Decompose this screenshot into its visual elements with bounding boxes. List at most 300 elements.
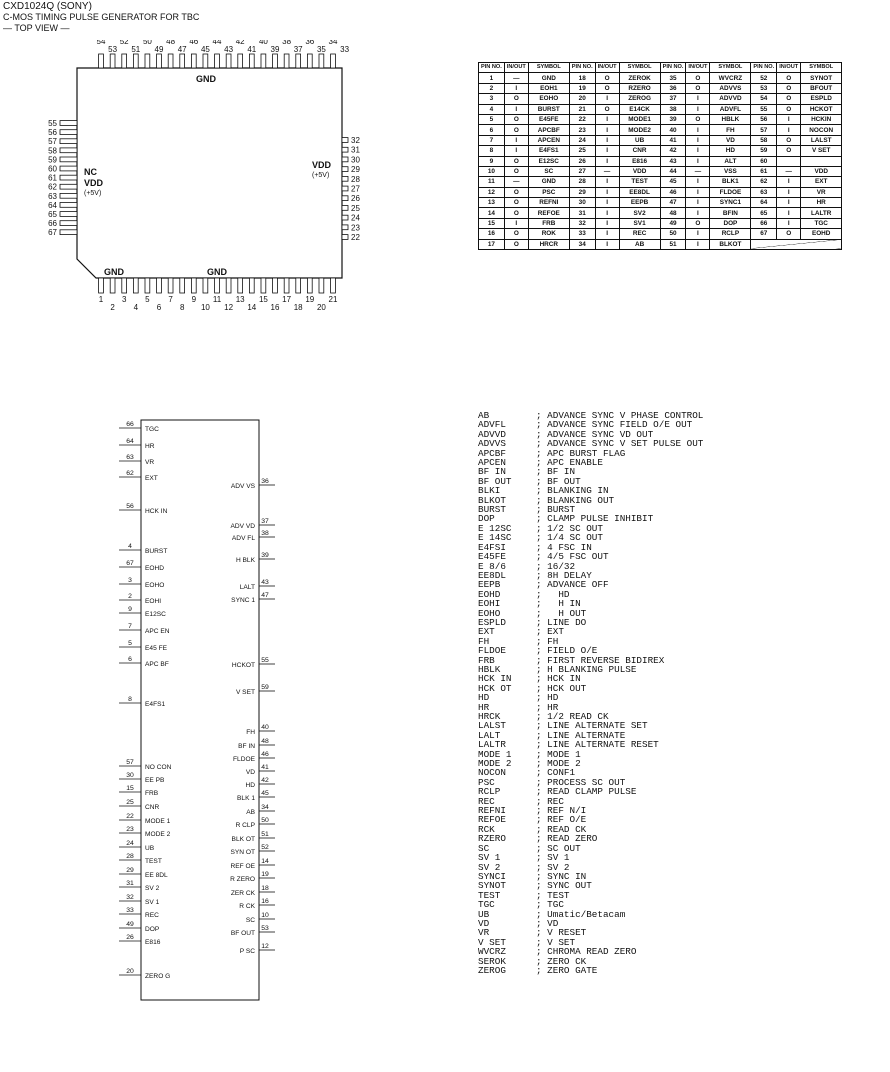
block-left-pin-label: APC EN: [145, 628, 170, 635]
top-pin-number: 39: [270, 45, 280, 54]
glossary-symbol: V SET: [478, 936, 506, 948]
chip-subtitle: C-MOS TIMING PULSE GENERATOR FOR TBC: [3, 12, 200, 22]
block-left-pin-number: 20: [126, 968, 134, 975]
pin-table-cell: 66: [751, 218, 777, 228]
pin-table-cell: REFNI: [528, 198, 569, 208]
glossary-symbol: REFOE: [478, 814, 506, 826]
block-left-pin-number: 28: [126, 853, 134, 860]
block-left-pin-number: 66: [126, 421, 134, 428]
glossary-symbol: VD: [478, 917, 490, 929]
glossary-description: READ CK: [547, 823, 587, 835]
block-right-pin-label: BF OUT: [230, 930, 255, 937]
pin-table-cell: I: [595, 135, 619, 145]
left-pin-number: 66: [48, 219, 57, 229]
glossary-description: BLANKING OUT: [547, 494, 615, 506]
block-right-pin-number: 55: [261, 657, 269, 664]
top-pin-number: 51: [131, 45, 141, 54]
block-right-pin-label: H BLK: [235, 557, 255, 564]
glossary-separator: ;: [536, 588, 548, 600]
glossary-description: ADVANCE SYNC V SET PULSE OUT: [547, 438, 704, 450]
pin-table-cell: 7: [479, 135, 505, 145]
block-right-pin-label: SYN OT: [230, 849, 255, 856]
pin-table-cell: E4FS1: [528, 146, 569, 156]
block-left-pin-label: MODE 1: [145, 818, 171, 825]
pin-table-cell: 60: [751, 156, 777, 166]
pin-table-cell: BFOUT: [801, 83, 842, 93]
glossary-row: [478, 919, 703, 928]
pin-table-cell: FH: [710, 125, 751, 135]
pin-table-header-cell: IN/OUT: [504, 63, 528, 73]
pin-table-cell: VDD: [801, 166, 842, 176]
block-right-pin-label: FLDOE: [233, 756, 255, 763]
block-right-pin-number: 42: [261, 777, 269, 784]
left-pin-number: 67: [48, 228, 57, 238]
glossary-description: SYNC IN: [547, 870, 587, 882]
bottom-pin-number: 13: [235, 295, 245, 304]
glossary-separator: ;: [536, 814, 548, 826]
pin-table-cell: BLKOT: [710, 239, 751, 249]
pin-table-cell: BURST: [528, 104, 569, 114]
pin-table-cell: 52: [751, 73, 777, 83]
pin-table-row: [479, 94, 842, 104]
pin-table-cell: BFIN: [710, 208, 751, 218]
pin-table-header-cell: PIN NO.: [751, 63, 777, 73]
pin-table-header-cell: IN/OUT: [686, 63, 710, 73]
pin-table-cell: PSC: [528, 187, 569, 197]
right-pin-numbers: [0, 40, 390, 310]
bottom-pin-number: 6: [156, 303, 162, 310]
pin-table-cell: O: [686, 83, 710, 93]
glossary-separator: ;: [536, 748, 548, 760]
pin-table-cell: GND: [528, 73, 569, 83]
glossary-row: [478, 665, 703, 674]
block-left-pin-label: UB: [145, 845, 155, 852]
pin-table-cell: 33: [569, 229, 595, 239]
pin-table-cell: MODE1: [619, 114, 660, 124]
pin-table-empty-cell: [751, 239, 842, 249]
pin-table-cell: UB: [619, 135, 660, 145]
pin-table-header-cell: IN/OUT: [777, 63, 801, 73]
block-left-pin-number: 57: [126, 759, 134, 766]
vdd-left-note: (+5V): [84, 190, 102, 197]
pin-table-cell: I: [777, 208, 801, 218]
glossary-symbol: FLDOE: [478, 645, 506, 657]
block-right-pin-label: ADV FL: [231, 535, 255, 542]
block-left-pin-label: HR: [145, 443, 155, 450]
glossary-separator: ;: [536, 711, 548, 722]
glossary-separator: ;: [536, 447, 548, 459]
glossary-symbol: EOHO: [478, 607, 501, 619]
block-right-pin-number: 46: [261, 751, 269, 758]
glossary-separator: ;: [536, 899, 548, 911]
glossary-separator: ;: [536, 475, 548, 487]
glossary-symbol: E 12SC: [478, 522, 512, 534]
pin-table-cell: O: [504, 156, 528, 166]
pin-table-row: [479, 198, 842, 208]
pin-table-header-cell: IN/OUT: [595, 63, 619, 73]
block-left-pin-number: 67: [126, 560, 134, 567]
glossary-separator: ;: [536, 560, 548, 572]
glossary-row: [478, 458, 703, 467]
glossary-symbol: HR: [478, 701, 490, 713]
glossary-description: BF IN: [547, 466, 576, 478]
glossary-symbol: WVCRZ: [478, 946, 506, 958]
pin-table-cell: SYNC1: [710, 198, 751, 208]
top-view-label: — TOP VIEW —: [3, 23, 70, 33]
chip-title: CXD1024Q (SONY): [3, 1, 92, 12]
glossary-symbol: LALT: [478, 729, 501, 741]
glossary-description: H IN: [547, 598, 581, 610]
pin-table-cell: SV2: [619, 208, 660, 218]
glossary-symbol: FH: [478, 635, 490, 647]
pin-table-cell: VDD: [619, 166, 660, 176]
glossary-description: 1/2 READ CK: [547, 711, 609, 722]
glossary-symbol: AB: [478, 410, 490, 421]
pin-table-cell: ESPLD: [801, 94, 842, 104]
pin-table-cell: HBLK: [710, 114, 751, 124]
pin-table-cell: I: [777, 187, 801, 197]
glossary-row: [478, 496, 703, 505]
block-left-pin-label: EOHI: [145, 598, 162, 605]
pin-table-cell: EE8DL: [619, 187, 660, 197]
pin-table: [478, 62, 842, 250]
top-pin-number: 43: [224, 45, 234, 54]
glossary-separator: ;: [536, 795, 548, 807]
bottom-pin-number: 5: [145, 295, 150, 304]
top-pin-number: 46: [189, 40, 199, 46]
glossary-separator: ;: [536, 626, 548, 638]
glossary-symbol: DOP: [478, 513, 495, 525]
block-right-pin-number: 39: [261, 552, 269, 559]
block-left-pin-number: 9: [128, 606, 132, 613]
block-right-pin-label: BF IN: [238, 743, 255, 750]
block-right-pin-number: 18: [261, 885, 269, 892]
block-right-pin-label: V SET: [235, 689, 255, 696]
block-right-pin-number: 48: [261, 738, 269, 745]
glossary-description: REF N/I: [547, 805, 587, 817]
pin-table-cell: I: [777, 177, 801, 187]
pin-table-cell: I: [595, 146, 619, 156]
pin-table-cell: I: [777, 218, 801, 228]
glossary-description: V RESET: [547, 927, 587, 939]
glossary-separator: ;: [536, 786, 548, 798]
block-left-pin-number: 62: [126, 470, 134, 477]
pin-table-cell: I: [686, 208, 710, 218]
pin-table-cell: I: [686, 177, 710, 187]
block-left-pin-label: E4FS1: [145, 701, 166, 708]
pin-table-cell: 16: [479, 229, 505, 239]
gnd-bottom-mid-label: GND: [207, 267, 227, 277]
block-left-pin-number: 5: [128, 640, 132, 647]
glossary-description: LINE ALTERNATE: [547, 729, 626, 741]
glossary-separator: ;: [536, 616, 548, 628]
block-right-pin-label: ADV VS: [230, 483, 255, 490]
pin-table-cell: 40: [660, 125, 686, 135]
top-pin-number: 49: [154, 45, 164, 54]
block-right-pin-number: 10: [261, 912, 269, 919]
pin-table-cell: O: [777, 104, 801, 114]
block-right-pin-label: BLK OT: [231, 836, 255, 843]
pin-table-cell: O: [504, 94, 528, 104]
gnd-bottom-left-label: GND: [104, 267, 124, 277]
glossary-row: [478, 750, 703, 759]
bottom-pin-number: 20: [316, 303, 326, 310]
pin-table-row: [479, 177, 842, 187]
block-symbol: [110, 415, 280, 1005]
pin-table-cell: HRCR: [528, 239, 569, 249]
block-left-pin-label: E816: [145, 939, 161, 946]
bottom-pin-number: 4: [133, 303, 139, 310]
glossary-separator: ;: [536, 767, 548, 779]
pin-table-cell: O: [686, 114, 710, 124]
block-right-pin-number: 53: [261, 925, 269, 932]
glossary-description: HR: [547, 701, 559, 713]
glossary-symbol: APCEN: [478, 457, 506, 469]
block-left-pin-number: 31: [126, 880, 134, 887]
pin-table-cell: 67: [751, 229, 777, 239]
glossary-description: TEST: [547, 889, 570, 901]
pin-table-cell: I: [595, 218, 619, 228]
glossary-row: [478, 674, 703, 683]
glossary-description: READ ZERO: [547, 833, 598, 845]
right-pin-number: 22: [351, 233, 360, 242]
pin-table-cell: I: [686, 198, 710, 208]
pin-table-cell: 37: [660, 94, 686, 104]
top-pin-number: 44: [212, 40, 222, 46]
block-right-pin-label: BLK 1: [237, 795, 255, 802]
pin-table-cell: E14CK: [619, 104, 660, 114]
pin-table-cell: 55: [751, 104, 777, 114]
pin-table-row: [479, 146, 842, 156]
glossary-separator: ;: [536, 729, 548, 741]
block-left-pin-number: 7: [128, 623, 132, 630]
glossary-separator: ;: [536, 428, 548, 440]
block-right-pin-label: REF OE: [230, 863, 255, 870]
left-pin-number: 63: [48, 191, 57, 201]
block-right-pin-number: 50: [261, 817, 269, 824]
pin-table-cell: NOCON: [801, 125, 842, 135]
glossary-description: MODE 2: [547, 758, 581, 770]
block-left-pin-label: E45 FE: [145, 645, 167, 652]
glossary-symbol: ADVVS: [478, 438, 506, 450]
pin-table-cell: VR: [801, 187, 842, 197]
pin-table-cell: I: [686, 146, 710, 156]
pin-table-cell: 41: [660, 135, 686, 145]
glossary-separator: ;: [536, 663, 548, 675]
glossary-symbol: SYNOT: [478, 880, 506, 892]
glossary-description: 16/32: [547, 560, 576, 572]
glossary-row: [478, 806, 703, 815]
block-right-pin-number: 47: [261, 592, 269, 599]
nc-label: NC: [84, 167, 97, 177]
pin-table-cell: I: [595, 156, 619, 166]
pin-table-cell: WVCRZ: [710, 73, 751, 83]
top-pin-number: 42: [235, 40, 245, 46]
block-left-pin-label: BURST: [145, 548, 168, 555]
pin-table-row: [479, 125, 842, 135]
pin-table-cell: 29: [569, 187, 595, 197]
pin-table-cell: I: [504, 83, 528, 93]
pin-table-cell: 35: [660, 73, 686, 83]
pin-table-row: [479, 156, 842, 166]
glossary-symbol: EXT: [478, 626, 495, 638]
glossary-symbol: BF OUT: [478, 475, 512, 487]
pin-table-cell: APCEN: [528, 135, 569, 145]
bottom-pin-number: 15: [258, 295, 268, 304]
pin-table-cell: ALT: [710, 156, 751, 166]
pin-table-row: [479, 73, 842, 83]
pin-table-cell: O: [504, 125, 528, 135]
glossary-description: CONF1: [547, 767, 576, 779]
pin-table-cell: 17: [479, 239, 505, 249]
glossary-symbol: TEST: [478, 889, 501, 901]
glossary-description: H BLANKING PULSE: [547, 663, 637, 675]
pin-table-cell: 46: [660, 187, 686, 197]
pin-table-cell: ADVVS: [710, 83, 751, 93]
gnd-top-label: GND: [196, 74, 216, 84]
block-right-pin-number: 16: [261, 898, 269, 905]
pin-table-cell: 14: [479, 208, 505, 218]
pin-table-cell: 54: [751, 94, 777, 104]
pin-table-cell: HD: [710, 146, 751, 156]
glossary-symbol: APCBF: [478, 447, 506, 459]
block-left-pin-label: HCK IN: [145, 508, 168, 515]
left-pin-number: 64: [48, 200, 57, 210]
glossary-separator: ;: [536, 466, 548, 478]
pin-table-row: [479, 83, 842, 93]
glossary-description: APC BURST FLAG: [547, 447, 626, 459]
glossary-separator: ;: [536, 880, 548, 892]
glossary-symbol: NOCON: [478, 767, 506, 779]
pin-table-cell: 2: [479, 83, 505, 93]
pin-table-cell: 19: [569, 83, 595, 93]
glossary-symbol: VR: [478, 927, 490, 939]
glossary-symbol: RCK: [478, 823, 495, 835]
top-pin-number: 41: [247, 45, 257, 54]
glossary-row: [478, 590, 703, 599]
block-right-pin-number: 14: [261, 858, 269, 865]
pin-table-cell: FRB: [528, 218, 569, 228]
glossary-symbol: HCK IN: [478, 673, 512, 685]
pin-table-cell: I: [595, 187, 619, 197]
glossary-separator: ;: [536, 682, 548, 694]
pin-table-cell: 51: [660, 239, 686, 249]
glossary-separator: ;: [536, 908, 548, 920]
block-right-pin-label: R ZERO: [230, 876, 255, 883]
glossary-symbol: FRB: [478, 654, 495, 666]
bottom-pin-number: 9: [191, 295, 197, 304]
pin-table-cell: O: [504, 114, 528, 124]
right-pin-number: 31: [351, 145, 360, 155]
pin-table-header-cell: PIN NO.: [569, 63, 595, 73]
pin-table-header-cell: SYMBOL: [619, 63, 660, 73]
glossary-description: HCK OUT: [547, 682, 587, 694]
pin-table-cell: 48: [660, 208, 686, 218]
glossary-separator: ;: [536, 870, 548, 882]
glossary-separator: ;: [536, 720, 548, 732]
glossary-separator: ;: [536, 673, 548, 685]
pin-table-cell: RCLP: [710, 229, 751, 239]
pin-table-cell: E816: [619, 156, 660, 166]
pin-table-row: [479, 114, 842, 124]
glossary-separator: ;: [536, 739, 548, 751]
pin-table-cell: 47: [660, 198, 686, 208]
pin-table-cell: O: [777, 73, 801, 83]
vdd-right-label: VDD: [312, 160, 332, 170]
top-pin-number: 38: [282, 40, 292, 46]
pin-table-cell: 59: [751, 146, 777, 156]
glossary-separator: ;: [536, 579, 548, 591]
glossary-separator: ;: [536, 805, 548, 817]
block-left-pin-label: EE 8DL: [145, 872, 168, 879]
glossary-separator: ;: [536, 946, 548, 958]
bottom-pin-number: 14: [247, 303, 257, 310]
glossary-description: VD: [547, 917, 559, 929]
pin-table-cell: I: [686, 239, 710, 249]
glossary-description: HD: [547, 588, 570, 600]
glossary-description: MODE 1: [547, 748, 581, 760]
block-right-pin-number: 37: [261, 518, 269, 525]
pin-table-cell: VD: [710, 135, 751, 145]
pin-table-cell: 9: [479, 156, 505, 166]
glossary-separator: ;: [536, 494, 548, 506]
glossary-description: FIELD O/E: [547, 645, 598, 657]
pin-table-cell: O: [595, 83, 619, 93]
glossary-symbol: REFNI: [478, 805, 506, 817]
pin-table-cell: I: [777, 198, 801, 208]
pin-table-cell: O: [504, 166, 528, 176]
bottom-pin-number: 16: [270, 303, 280, 310]
pin-table-cell: I: [595, 229, 619, 239]
pin-table-cell: 65: [751, 208, 777, 218]
block-left-pin-label: DOP: [145, 926, 160, 933]
glossary-symbol: SV 2: [478, 861, 501, 873]
pin-table-cell: I: [595, 239, 619, 249]
pin-table-cell: O: [686, 218, 710, 228]
glossary-separator: ;: [536, 551, 548, 563]
block-right-pin-number: 52: [261, 844, 269, 851]
pin-table-cell: ADVVD: [710, 94, 751, 104]
glossary-description: ADVANCE SYNC V PHASE CONTROL: [547, 410, 704, 421]
block-left-pin-number: 33: [126, 907, 134, 914]
glossary-symbol: ADVFL: [478, 419, 506, 431]
glossary-description: APC ENABLE: [547, 457, 603, 469]
pin-table-cell: 63: [751, 187, 777, 197]
top-pin-number: 35: [316, 45, 326, 54]
glossary-description: SC OUT: [547, 842, 581, 854]
top-pin-number: 37: [293, 45, 303, 54]
glossary-separator: ;: [536, 692, 548, 704]
block-left-pin-number: 64: [126, 438, 134, 445]
bottom-pin-number: 21: [328, 295, 338, 304]
block-left-pin-number: 63: [126, 454, 134, 461]
pin-table-cell: 43: [660, 156, 686, 166]
glossary-description: LINE ALTERNATE SET: [547, 720, 648, 732]
pin-table-cell: 18: [569, 73, 595, 83]
pin-table-cell: DOP: [710, 218, 751, 228]
pin-table-cell: 44: [660, 166, 686, 176]
pin-table-cell: ZEROK: [619, 73, 660, 83]
glossary-row: [478, 467, 703, 476]
glossary-description: LINE ALTERNATE RESET: [547, 739, 659, 751]
glossary-separator: ;: [536, 917, 548, 929]
pin-table-cell: 27: [569, 166, 595, 176]
glossary-separator: ;: [536, 541, 548, 553]
pin-table-cell: GND: [528, 177, 569, 187]
top-pin-number: 52: [119, 40, 129, 46]
pin-table-cell: SC: [528, 166, 569, 176]
pin-table-cell: E45FE: [528, 114, 569, 124]
